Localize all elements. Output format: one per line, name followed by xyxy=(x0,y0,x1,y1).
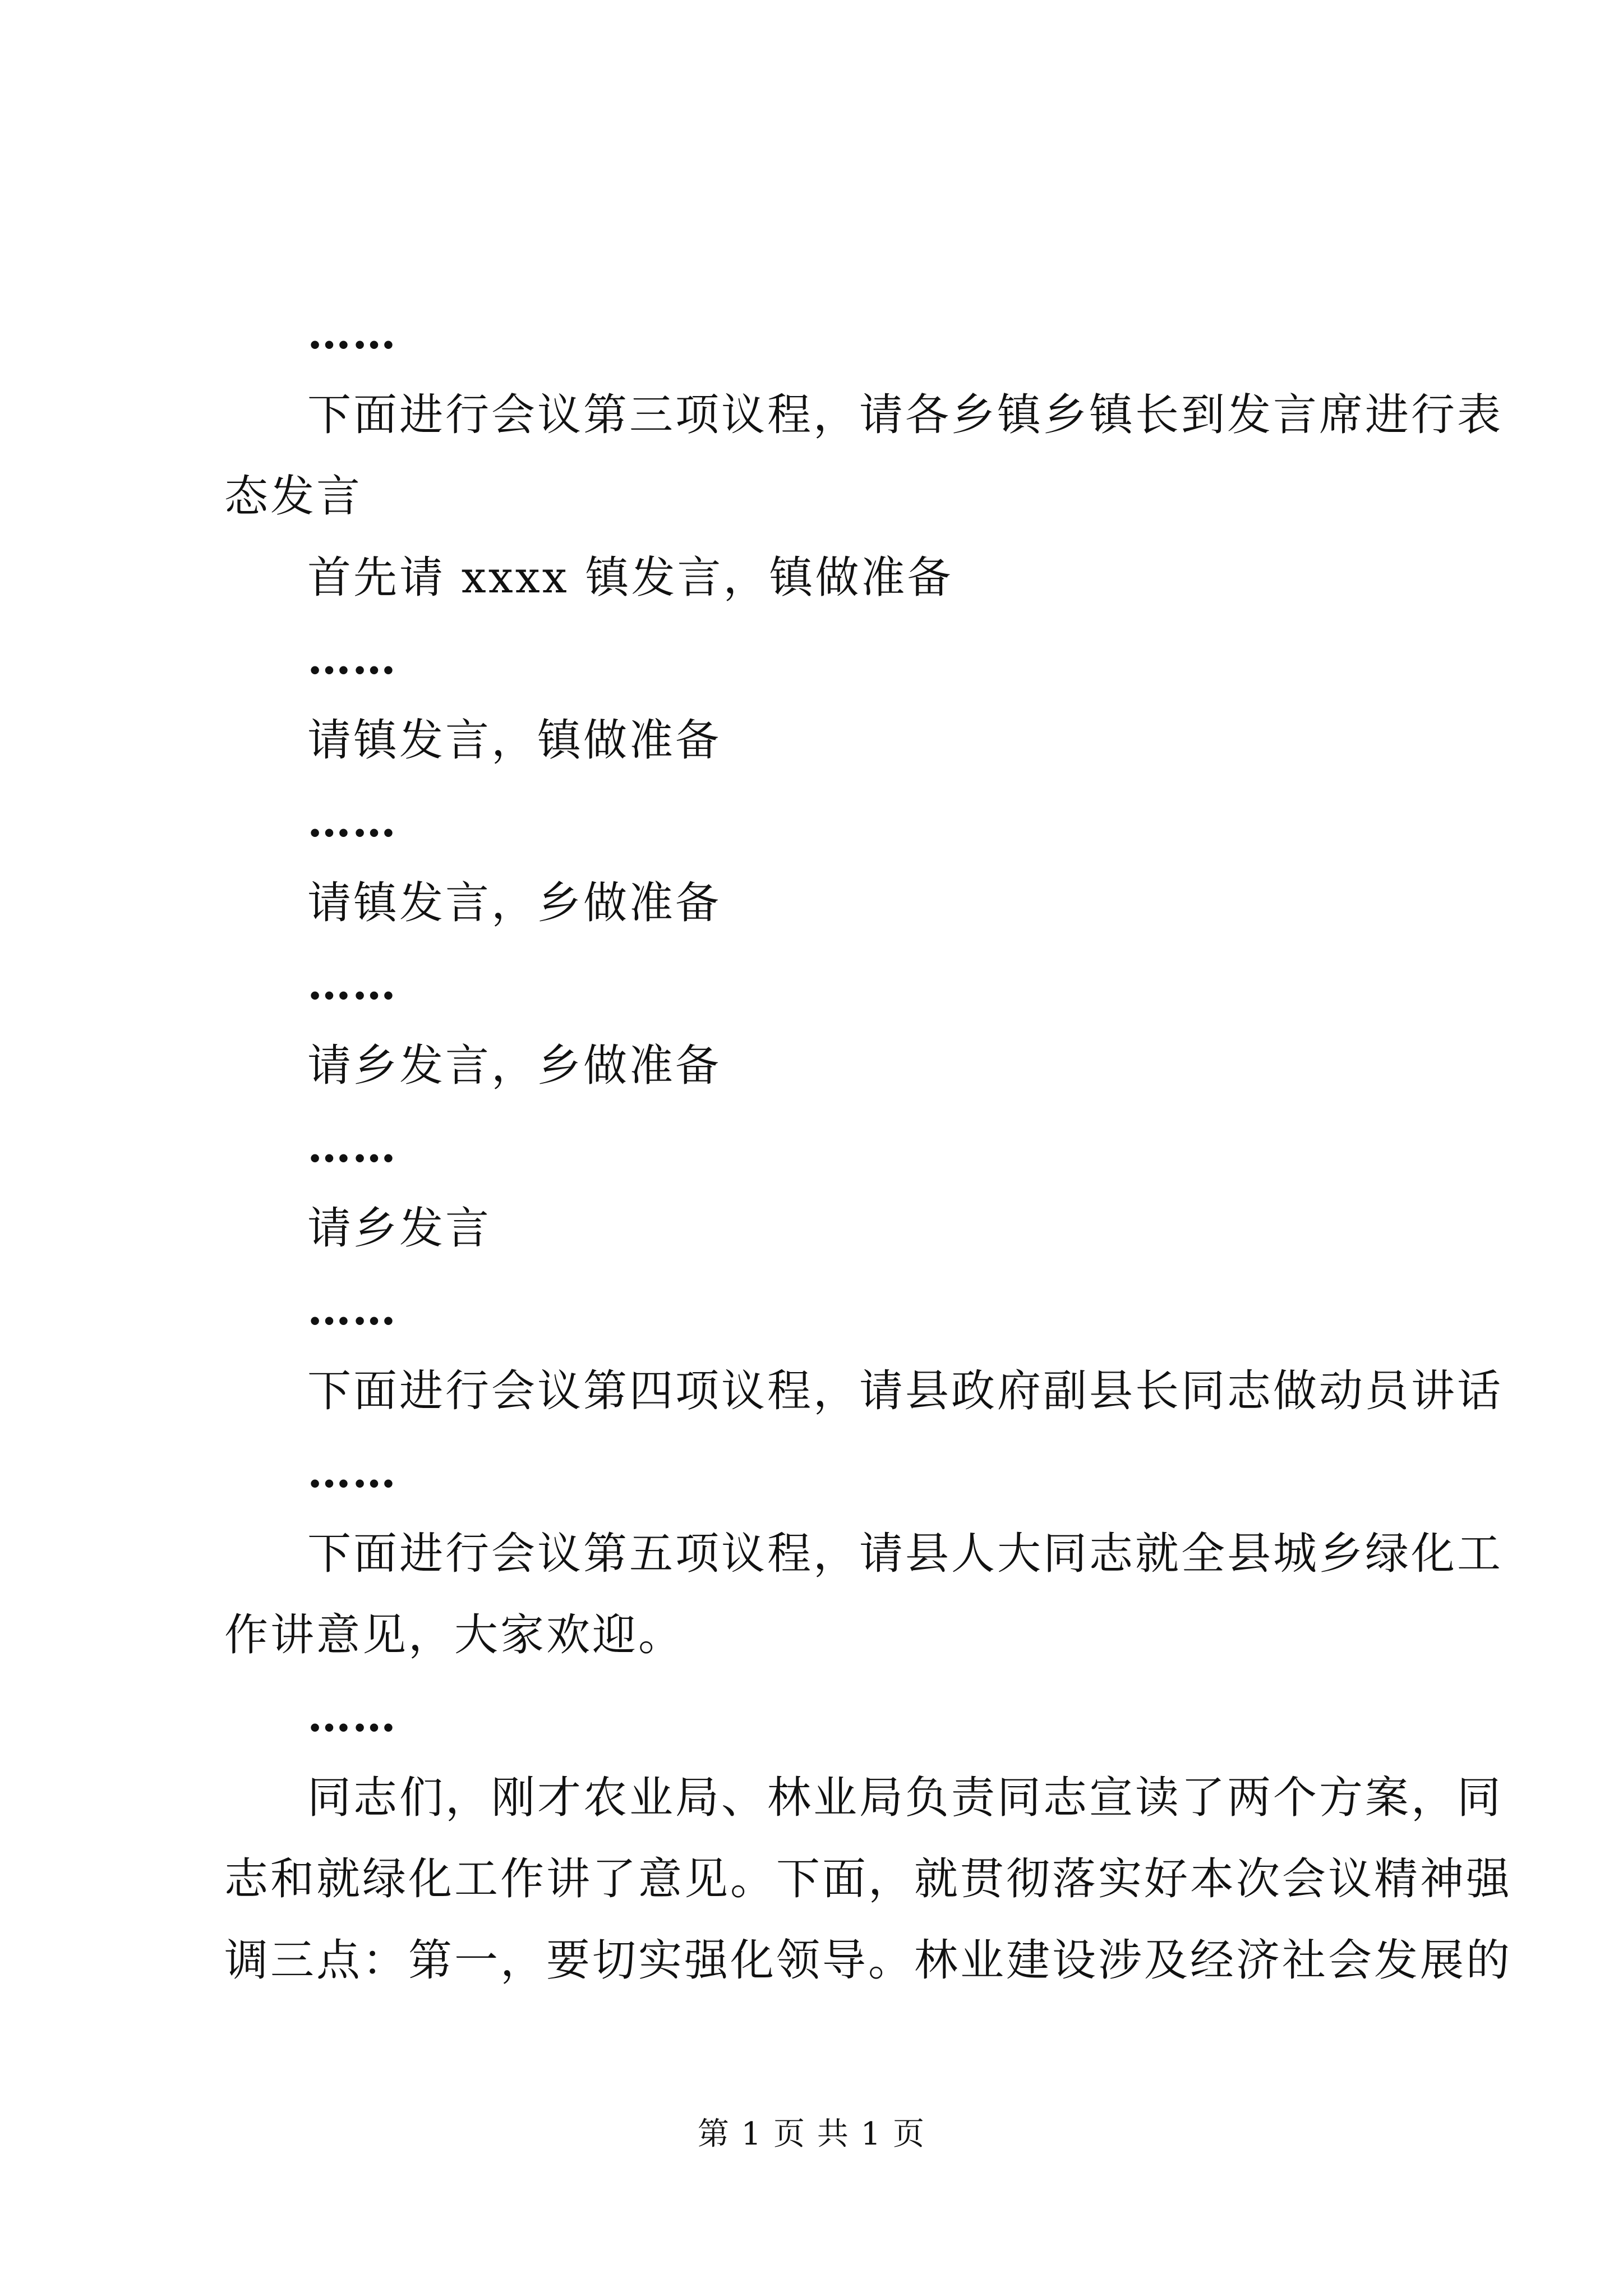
paragraph-line: 调三点：第一，要切实强化领导。林业建设涉及经济社会发展的 xyxy=(224,1935,1513,1986)
page-number-footer: 第 1 页 共 1 页 xyxy=(697,2116,926,2152)
ellipsis-line: …… xyxy=(307,1121,397,1172)
paragraph-line: 请镇发言，乡做准备 xyxy=(307,878,722,928)
ellipsis-line: …… xyxy=(307,633,397,684)
paragraph-line: 作讲意见，大家欢迎。 xyxy=(224,1610,685,1660)
paragraph-line: 态发言 xyxy=(224,471,363,522)
paragraph-line: 下面进行会议第四项议程，请县政府副县长同志做动员讲话 xyxy=(307,1366,1504,1416)
paragraph-line: 请乡发言，乡做准备 xyxy=(307,1041,722,1091)
ellipsis-line: …… xyxy=(307,308,397,359)
ellipsis-line: …… xyxy=(307,1284,397,1335)
paragraph-line: 首先请 xxxx 镇发言，镇做准备 xyxy=(307,553,953,603)
paragraph-line: 请乡发言 xyxy=(307,1203,492,1254)
ellipsis-line: …… xyxy=(307,959,397,1010)
ellipsis-line: …… xyxy=(307,1447,397,1498)
ellipsis-line: …… xyxy=(307,1691,397,1742)
paragraph-line: 下面进行会议第三项议程，请各乡镇乡镇长到发言席进行表 xyxy=(307,390,1504,440)
paragraph-line: 下面进行会议第五项议程，请县人大同志就全县城乡绿化工 xyxy=(307,1529,1504,1579)
paragraph-line: 请镇发言，镇做准备 xyxy=(307,715,722,766)
ellipsis-line: …… xyxy=(307,796,397,847)
paragraph-line: 志和就绿化工作讲了意见。下面，就贯彻落实好本次会议精神强 xyxy=(224,1854,1513,1904)
paragraph-line: 同志们，刚才农业局、林业局负责同志宣读了两个方案，同 xyxy=(307,1773,1504,1823)
